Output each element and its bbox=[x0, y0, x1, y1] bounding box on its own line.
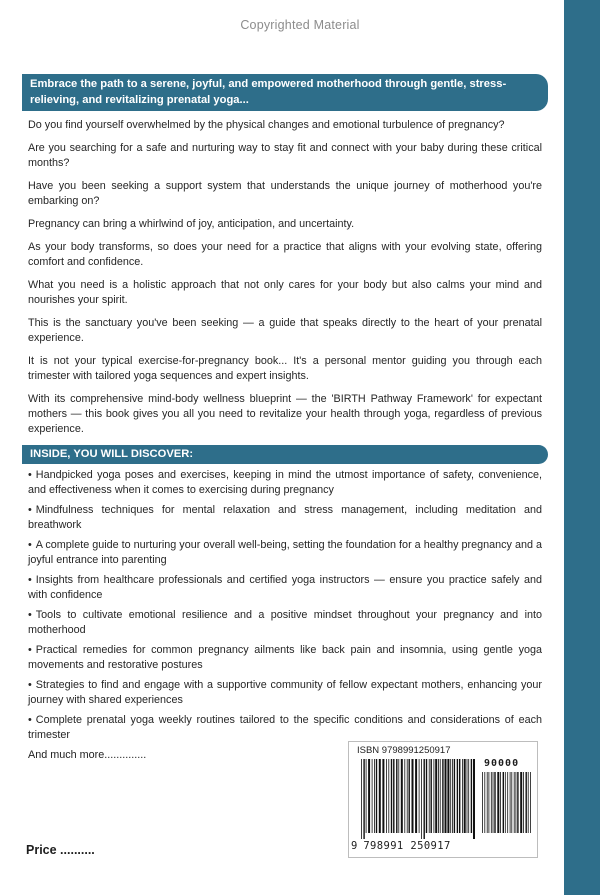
barcode-bar bbox=[412, 759, 414, 833]
barcode-bar bbox=[523, 772, 524, 833]
barcode-bar bbox=[491, 772, 492, 833]
barcode-bar bbox=[391, 759, 392, 833]
barcode-supplement-bars bbox=[482, 772, 532, 839]
barcode-bar bbox=[528, 772, 529, 833]
bullet-icon: • bbox=[28, 644, 32, 656]
barcode-bar bbox=[520, 772, 522, 833]
intro-paragraph: With its comprehensive mind-body wellness blueprint — the 'BIRTH Pathway Framework' for expectant mothers — this book gives you all you need to revitalize your health through yoga, regardless of previous experience. bbox=[28, 393, 542, 435]
barcode-bar bbox=[459, 759, 460, 833]
barcode-first-digit: 9 bbox=[351, 840, 358, 852]
barcode-bar bbox=[514, 772, 515, 833]
bullet-icon: • bbox=[28, 574, 32, 586]
barcode-bar bbox=[447, 759, 449, 833]
list-item bbox=[22, 468, 548, 498]
barcode-bar bbox=[471, 759, 472, 833]
bullet-icon: • bbox=[28, 609, 32, 621]
list-item bbox=[22, 608, 548, 638]
section-heading: INSIDE, YOU WILL DISCOVER: bbox=[22, 445, 548, 464]
barcode-bar bbox=[404, 759, 405, 833]
barcode-bar bbox=[431, 759, 432, 833]
intro-paragraph: What you need is a holistic approach that not only cares for your body but also calms your mind and nourishes your spirit. bbox=[28, 279, 542, 306]
barcode-bar bbox=[386, 759, 387, 833]
barcode-bar bbox=[484, 772, 485, 833]
list-item bbox=[22, 678, 548, 708]
barcode-bar bbox=[457, 759, 458, 833]
barcode-bar bbox=[372, 759, 373, 833]
barcode-bar bbox=[489, 772, 490, 833]
cover-side-stripe bbox=[564, 0, 600, 895]
intro-paragraph: This is the sanctuary you've been seeking — a guide that speaks directly to the heart of your prenatal experience. bbox=[28, 317, 542, 344]
barcode-bars bbox=[361, 759, 476, 839]
intro-paragraph: As your body transforms, so does your need for a practice that aligns with your evolving state, offering comfort and confidence. bbox=[28, 241, 542, 268]
list-item-text: Handpicked yoga poses and exercises, keeping in mind the utmost importance of safety, convenience, and effectiveness when it comes to exercising during pregnancy bbox=[28, 469, 542, 496]
barcode-digits bbox=[351, 840, 479, 852]
watermark: Copyrighted Material bbox=[240, 18, 360, 32]
barcode-bar bbox=[419, 759, 420, 833]
barcode-bar bbox=[516, 772, 517, 833]
barcode-bar bbox=[388, 759, 389, 833]
barcode-bar bbox=[382, 759, 384, 833]
barcode-bar bbox=[415, 759, 417, 833]
list-item bbox=[22, 643, 548, 673]
barcode-bar bbox=[424, 759, 425, 839]
barcode-bar bbox=[376, 759, 377, 833]
barcode-bar bbox=[473, 759, 475, 839]
barcode-bar bbox=[507, 772, 508, 833]
barcode-bar bbox=[464, 759, 466, 833]
isbn-label: ISBN 9798991250917 bbox=[357, 745, 451, 756]
bullet-icon: • bbox=[28, 469, 32, 481]
barcode-bar bbox=[393, 759, 394, 833]
barcode-supplement-number: 90000 bbox=[484, 758, 520, 769]
barcode-bar bbox=[468, 759, 469, 833]
barcode-bar bbox=[494, 772, 495, 833]
barcode-bar bbox=[467, 759, 468, 833]
intro-paragraph: Pregnancy can bring a whirlwind of joy, anticipation, and uncertainty. bbox=[28, 218, 355, 230]
barcode-bar bbox=[510, 772, 511, 833]
back-cover-content bbox=[22, 74, 548, 763]
price-label: Price .......... bbox=[26, 843, 95, 857]
barcode-bar bbox=[363, 759, 364, 839]
list-item-text: Practical remedies for common pregnancy ailments like back pain and insomnia, using gentle yoga movements and restorative postures bbox=[28, 644, 542, 671]
barcode-bar bbox=[454, 759, 455, 833]
barcode-bar bbox=[368, 759, 370, 833]
barcode-bar bbox=[505, 772, 506, 833]
list-item-text: Insights from healthcare professionals and certified yoga instructors — ensure you practice safely and with confidence bbox=[28, 574, 542, 601]
intro-paragraph: Do you find yourself overwhelmed by the physical changes and emotional turbulence of pregnancy? bbox=[28, 119, 505, 131]
barcode-bar bbox=[429, 759, 430, 833]
list-item bbox=[22, 573, 548, 603]
barcode-bar bbox=[526, 772, 527, 833]
barcode-bar bbox=[450, 759, 451, 833]
barcode-bar bbox=[462, 759, 463, 833]
barcode-bar bbox=[438, 759, 439, 833]
bullet-icon: • bbox=[28, 714, 32, 726]
list-item-text: Complete prenatal yoga weekly routines tailored to the specific conditions and considerations of each trimester bbox=[28, 714, 542, 741]
barcode-bar bbox=[482, 772, 483, 833]
barcode-bar bbox=[503, 772, 504, 833]
barcode-bar bbox=[530, 772, 531, 833]
intro-section bbox=[22, 118, 548, 437]
tagline-banner: Embrace the path to a serene, joyful, and empowered motherhood through gentle, stress-relieving, and revitalizing prenatal yoga... bbox=[22, 74, 548, 111]
discover-list bbox=[22, 468, 548, 743]
barcode-bar bbox=[421, 759, 422, 839]
bullet-icon: • bbox=[28, 539, 32, 551]
barcode-bar bbox=[517, 772, 518, 833]
barcode-bar bbox=[374, 759, 375, 833]
bullet-icon: • bbox=[28, 679, 32, 691]
barcode-bar bbox=[398, 759, 399, 833]
barcode-bar bbox=[497, 772, 499, 833]
barcode-bar bbox=[442, 759, 443, 833]
barcode-bar bbox=[511, 772, 512, 833]
barcode-bar bbox=[434, 759, 435, 833]
barcode-bar bbox=[379, 759, 381, 833]
intro-paragraph: Are you searching for a safe and nurturing way to stay fit and connect with your baby during these critical months? bbox=[28, 142, 542, 169]
barcode-bar bbox=[487, 772, 488, 833]
barcode-bar bbox=[426, 759, 427, 833]
closing-text: And much more.............. bbox=[28, 749, 147, 761]
barcode-bar bbox=[366, 759, 367, 833]
list-item-text: A complete guide to nurturing your overall well-being, setting the foundation for a healthy pregnancy and a joyful entrance into parenting bbox=[28, 539, 542, 566]
barcode-bar bbox=[452, 759, 453, 833]
barcode-digit-groups: 798991 250917 bbox=[363, 840, 451, 852]
intro-paragraph: It is not your typical exercise-for-pregnancy book... It's a personal mentor guiding you through each trimester with tailored yoga sequences and expert insights. bbox=[28, 355, 542, 382]
barcode-bar bbox=[500, 772, 501, 833]
barcode-bar bbox=[435, 759, 437, 833]
list-item-text: Strategies to find and engage with a supportive community of fellow expectant mothers, enhancing your journey with shared experiences bbox=[28, 679, 542, 706]
list-item-text: Mindfulness techniques for mental relaxation and stress management, including meditation and breathwork bbox=[28, 504, 542, 531]
list-item bbox=[22, 713, 548, 743]
bullet-icon: • bbox=[28, 504, 32, 516]
intro-paragraph: Have you been seeking a support system that understands the unique journey of motherhood you're embarking on? bbox=[28, 180, 542, 207]
list-item-text: Tools to cultivate emotional resilience and a positive mindset throughout your pregnancy and into motherhood bbox=[28, 609, 542, 636]
barcode-bar bbox=[361, 759, 362, 839]
isbn-barcode bbox=[348, 741, 538, 858]
list-item bbox=[22, 538, 548, 568]
barcode-bar bbox=[409, 759, 410, 833]
barcode-bar bbox=[401, 759, 403, 833]
list-item bbox=[22, 503, 548, 533]
barcode-bar bbox=[407, 759, 408, 833]
barcode-bar bbox=[493, 772, 494, 833]
barcode-bar bbox=[396, 759, 397, 833]
barcode-bar bbox=[440, 759, 441, 833]
barcode-bar bbox=[445, 759, 447, 833]
